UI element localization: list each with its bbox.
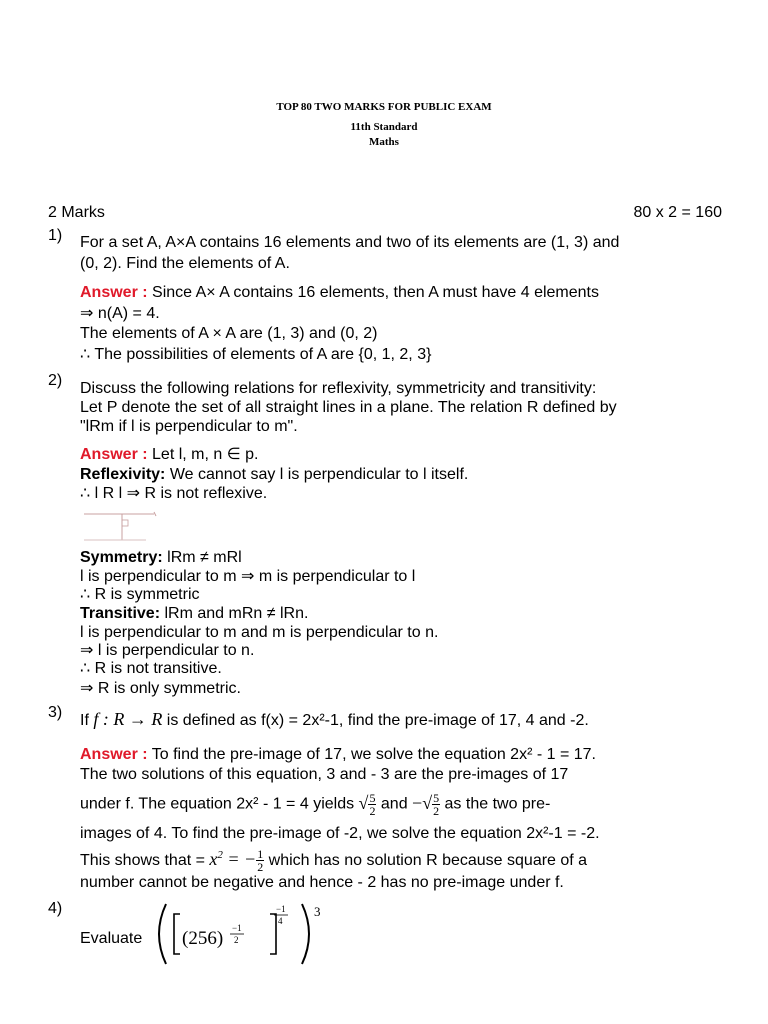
answer-label: Answer : — [80, 446, 148, 463]
neg-sqrt-expression: −√ $\frac{5}{2}$ — [412, 791, 440, 818]
question-text: For a set A, A×A contains 16 elements and two of its elements are (1, 3) and — [80, 234, 620, 251]
question-number: 3) — [48, 704, 63, 721]
question-number: 4) — [48, 900, 63, 917]
question-text: Discuss the following relations for reflexivity, symmetricity and transitivity: — [80, 380, 597, 397]
answer-line: Answer : Let l, m, n ∈ p. — [80, 446, 259, 463]
svg-text:2: 2 — [234, 935, 239, 945]
answer-line: l is perpendicular to m and m is perpendicular to n. — [80, 624, 439, 641]
svg-text:−1: −1 — [232, 923, 242, 933]
doc-title: TOP 80 TWO MARKS FOR PUBLIC EXAM — [276, 101, 492, 113]
svg-text:(256): (256) — [182, 928, 224, 949]
answer-line: under f. The equation 2x² - 1 = 4 yields √ $\frac{5}{2}$ and −√ $\frac{5}{2}$ as the two pre- — [80, 791, 551, 818]
answer-line: ⇒ l is perpendicular to n. — [80, 642, 255, 659]
answer-line: The elements of A × A are (1, 3) and (0, 2) — [80, 325, 378, 342]
perpendicular-lines-figure — [84, 508, 160, 542]
doc-standard: 11th Standard — [350, 121, 418, 133]
question-text: If f : R → R is defined as f(x) = 2x²-1, find the pre-image of 17, 4 and -2. — [80, 709, 589, 729]
answer-line: Answer : Since A× A contains 16 elements, then A must have 4 elements — [80, 284, 599, 301]
answer-line: ∴ l R l ⇒ R is not reflexive. — [80, 485, 268, 502]
answer-line: Answer : To find the pre-image of 17, we solve the equation 2x² - 1 = 17. — [80, 746, 596, 763]
question-number: 2) — [48, 372, 63, 389]
power-expression — [152, 898, 332, 970]
question-text: Let P denote the set of all straight lines in a plane. The relation R defined by — [80, 399, 617, 416]
sqrt-expression: √ $\frac{5}{2}$ — [358, 791, 376, 818]
section-total: 80 x 2 = 160 — [633, 204, 722, 221]
answer-line: ∴ The possibilities of elements of A are {0, 1, 2, 3} — [80, 346, 432, 363]
svg-text:4: 4 — [278, 916, 283, 926]
question-text: (0, 2). Find the elements of A. — [80, 255, 290, 272]
answer-line: images of 4. To find the pre-image of -2, we solve the equation 2x²-1 = -2. — [80, 825, 600, 842]
answer-line: ⇒ n(A) = 4. — [80, 305, 160, 322]
svg-text:3: 3 — [314, 904, 321, 919]
answer-line: number cannot be negative and hence - 2 has no pre-image under f. — [80, 874, 564, 891]
function-expression: f : R → R — [93, 709, 163, 729]
answer-line: Symmetry: lRm ≠ mRl — [80, 549, 242, 566]
answer-label: Answer : — [80, 284, 148, 301]
svg-text:−1: −1 — [276, 904, 286, 914]
section-label: 2 Marks — [48, 204, 105, 221]
question-number: 1) — [48, 227, 63, 244]
answer-line: The two solutions of this equation, 3 and - 3 are the pre-images of 17 — [80, 766, 569, 783]
answer-line: ∴ R is symmetric — [80, 586, 200, 603]
answer-line: Transitive: lRm and mRn ≠ lRn. — [80, 605, 309, 622]
equation-expression: $x^2$ = − $\frac{1}{2}$ — [209, 847, 264, 875]
answer-line: Reflexivity: We cannot say l is perpendicular to l itself. — [80, 466, 469, 483]
question-text: Evaluate — [80, 930, 143, 947]
question-text: "lRm if l is perpendicular to m". — [80, 418, 298, 435]
answer-label: Answer : — [80, 746, 148, 763]
doc-subject: Maths — [369, 136, 399, 148]
answer-line: ∴ R is not transitive. — [80, 660, 222, 677]
answer-line: This shows that = $x^2$ = − $\frac{1}{2}$ which has no solution R because square of a — [80, 847, 588, 875]
answer-line: ⇒ R is only symmetric. — [80, 680, 241, 697]
answer-line: l is perpendicular to m ⇒ m is perpendicular to l — [80, 568, 416, 585]
